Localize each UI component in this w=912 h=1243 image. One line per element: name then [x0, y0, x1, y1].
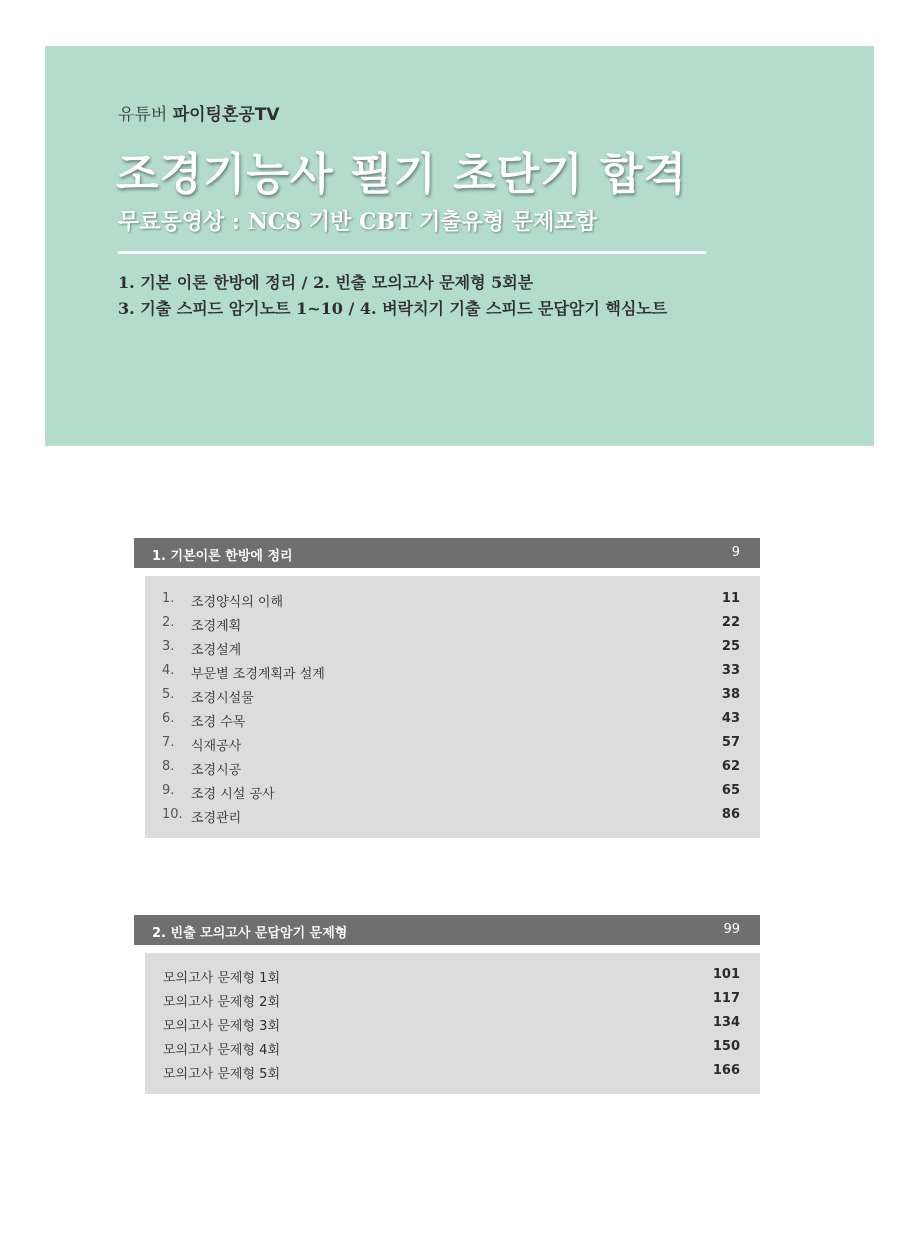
toc-entry[interactable]	[145, 1060, 760, 1082]
entry-title: 조경시설물	[191, 691, 254, 706]
entry-page: 134	[712, 1015, 740, 1030]
entry-page: 22	[721, 615, 740, 630]
toc-entry[interactable]	[145, 964, 760, 986]
entry-title: 조경시공	[191, 763, 242, 778]
entry-title: 조경관리	[191, 811, 242, 826]
section-page: 99	[723, 922, 740, 937]
entry-page: 38	[721, 687, 740, 702]
book-subtitle: 무료동영상 : NCS 기반 CBT 기출유형 문제포함	[118, 209, 597, 235]
entry-title: 모의고사 문제형 5회	[163, 1067, 280, 1082]
toc-entry[interactable]	[145, 612, 760, 634]
entry-page: 33	[721, 663, 740, 678]
section-page: 9	[731, 545, 740, 560]
entry-page: 57	[721, 735, 740, 750]
section-title: 2. 빈출 모의고사 문답암기 문제형	[152, 926, 348, 941]
entry-number: 10.	[162, 807, 183, 822]
entry-title: 조경계획	[191, 619, 242, 634]
entry-title: 부문별 조경계획과 설계	[191, 667, 325, 682]
entry-number: 4.	[162, 663, 175, 678]
channel-name: 파이팅혼공TV	[172, 105, 280, 125]
toc-entry[interactable]	[145, 756, 760, 778]
toc-section-body-2	[145, 953, 760, 1094]
entry-page: 43	[721, 711, 740, 726]
entry-page: 117	[712, 991, 740, 1006]
toc-entry[interactable]	[145, 684, 760, 706]
book-title: 조경기능사 필기 초단기 합격	[116, 149, 688, 200]
entry-page: 25	[721, 639, 740, 654]
banner-divider	[118, 251, 706, 254]
entry-title: 조경설계	[191, 643, 242, 658]
entry-title: 조경 시설 공사	[191, 787, 275, 802]
feature-line-2: 3. 기출 스피드 암기노트 1~10 / 4. 벼락치기 기출 스피드 문답암기 핵심노트	[118, 299, 668, 318]
entry-page: 62	[721, 759, 740, 774]
toc-entry[interactable]	[145, 660, 760, 682]
toc-entry[interactable]	[145, 708, 760, 730]
section-title: 1. 기본이론 한방에 정리	[152, 549, 293, 564]
feature-line-1: 1. 기본 이론 한방에 정리 / 2. 빈출 모의고사 문제형 5회분	[118, 273, 534, 292]
toc-entry[interactable]	[145, 636, 760, 658]
channel-credit	[118, 100, 280, 125]
toc-section-header-2[interactable]	[134, 915, 760, 945]
entry-number: 5.	[162, 687, 175, 702]
entry-number: 8.	[162, 759, 175, 774]
entry-page: 11	[721, 591, 740, 606]
entry-title: 모의고사 문제형 1회	[163, 971, 280, 986]
entry-title: 모의고사 문제형 3회	[163, 1019, 280, 1034]
entry-page: 101	[712, 967, 740, 982]
entry-page: 86	[721, 807, 740, 822]
toc-section-header-1[interactable]	[134, 538, 760, 568]
toc-entry[interactable]	[145, 732, 760, 754]
toc-entry[interactable]	[145, 780, 760, 802]
toc-entry[interactable]	[145, 804, 760, 826]
entry-title: 모의고사 문제형 4회	[163, 1043, 280, 1058]
entry-number: 3.	[162, 639, 175, 654]
entry-title: 모의고사 문제형 2회	[163, 995, 280, 1010]
entry-page: 166	[712, 1063, 740, 1078]
toc-entry[interactable]	[145, 1012, 760, 1034]
entry-number: 1.	[162, 591, 175, 606]
toc-entry[interactable]	[145, 988, 760, 1010]
entry-title: 조경 수목	[191, 715, 246, 730]
entry-title: 식재공사	[191, 739, 242, 754]
entry-number: 2.	[162, 615, 175, 630]
toc-entry[interactable]	[145, 588, 760, 610]
channel-prefix: 유튜버	[118, 105, 168, 125]
entry-number: 7.	[162, 735, 175, 750]
entry-title: 조경양식의 이해	[191, 595, 284, 610]
entry-page: 150	[712, 1039, 740, 1054]
toc-entry[interactable]	[145, 1036, 760, 1058]
entry-number: 9.	[162, 783, 175, 798]
toc-section-body-1	[145, 576, 760, 838]
entry-page: 65	[721, 783, 740, 798]
entry-number: 6.	[162, 711, 175, 726]
